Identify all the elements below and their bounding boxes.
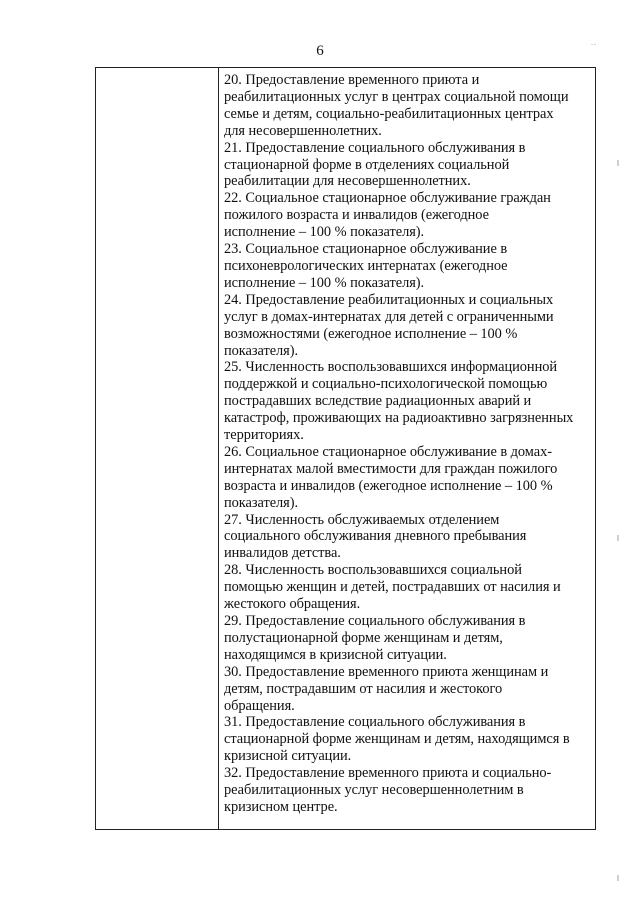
list-item-line: 26. Социальное стационарное обслуживание в домах- (224, 443, 552, 460)
list-item-line: 31. Предоставление социального обслуживания в (224, 714, 526, 731)
list-item-line: инвалидов детства. (224, 545, 341, 562)
list-item-line: 22. Социальное стационарное обслуживание граждан (224, 190, 551, 207)
list-item (224, 241, 592, 292)
list-item-line: кризисной ситуации. (224, 748, 352, 765)
list-item-line: социального обслуживания дневного пребывания (224, 528, 527, 545)
list-item-line: реабилитационных услуг в центрах социальной помощи (224, 88, 569, 105)
list-item-line: стационарной форме в отделениях социальной (224, 156, 510, 173)
scan-mark: .. (591, 38, 597, 47)
list-item-line: территориях. (224, 427, 304, 444)
list-item-line: возраста и инвалидов (ежегодное исполнение – 100 % (224, 477, 553, 494)
list-item-line: для несовершеннолетних. (224, 122, 382, 139)
list-item (224, 444, 592, 512)
list-item (224, 765, 592, 816)
scan-edge-mark (617, 160, 619, 166)
list-item-line: катастроф, проживающих на радиоактивно загрязненных (224, 410, 574, 427)
page-number: 6 (316, 43, 324, 59)
table-cell-left (96, 68, 219, 830)
list-item (224, 359, 592, 444)
list-item-line: помощью женщин и детей, пострадавших от насилия и (224, 579, 561, 596)
list-item (224, 72, 592, 140)
list-item (224, 613, 592, 664)
list-item (224, 190, 592, 241)
list-item-line: стационарной форме женщинам и детям, находящимся в (224, 731, 570, 748)
list-item (224, 714, 592, 765)
list-item (224, 664, 592, 715)
list-item-line: жестокого обращения. (224, 596, 361, 613)
list-item (224, 292, 592, 360)
scan-edge-mark (617, 535, 619, 541)
list-item-line: возможностями (ежегодное исполнение – 100 % (224, 325, 518, 342)
list-item-line: обращения. (224, 697, 295, 714)
list-item-line: 23. Социальное стационарное обслуживание в (224, 241, 508, 258)
list-item-line: пострадавших вследствие радиационных аварий и (224, 393, 532, 410)
indicator-list (219, 68, 595, 816)
list-item-line: поддержкой и социально-психологической помощью (224, 376, 548, 393)
table-row (96, 68, 596, 830)
list-item-line: кризисном центре. (224, 798, 338, 815)
list-item-line: услуг в домах-интернатах для детей с ограниченными (224, 308, 554, 325)
list-item-line: 25. Численность воспользовавшихся информационной (224, 359, 558, 376)
list-item-line: психоневрологических интернатах (ежегодное (224, 257, 508, 274)
list-item-line: 27. Численность обслуживаемых отделением (224, 511, 500, 528)
list-item-line: детям, пострадавшим от насилия и жестокого (224, 680, 503, 697)
list-item-line: 20. Предоставление временного приюта и (224, 72, 480, 88)
list-item-line: показателя). (224, 494, 299, 511)
list-item-line: интернатах малой вместимости для граждан пожилого (224, 460, 558, 477)
scan-edge-mark (617, 875, 619, 881)
list-item (224, 562, 592, 613)
list-item-line: исполнение – 100 % показателя). (224, 224, 425, 241)
list-item-line: реабилитации для несовершеннолетних. (224, 173, 471, 190)
list-item-line: 32. Предоставление временного приюта и социально- (224, 765, 552, 782)
list-item-line: 24. Предоставление реабилитационных и социальных (224, 291, 554, 308)
list-item-line: семье и детям, социально-реабилитационных центрах (224, 105, 554, 122)
list-item-line: полустационарной форме женщинам и детям, (224, 629, 503, 646)
list-item-line: реабилитационных услуг несовершеннолетним в (224, 782, 524, 799)
list-item-line: пожилого возраста и инвалидов (ежегодное (224, 207, 489, 224)
list-item-line: исполнение – 100 % показателя). (224, 274, 425, 291)
list-item-line: 30. Предоставление временного приюта женщинам и (224, 663, 549, 680)
list-item-line: 29. Предоставление социального обслуживания в (224, 613, 526, 629)
list-item (224, 140, 592, 191)
document-table (95, 67, 596, 830)
list-item-line: находящимся в кризисной ситуации. (224, 646, 447, 663)
list-item-line: 21. Предоставление социального обслуживания в (224, 139, 526, 156)
table-cell-right (219, 68, 596, 830)
list-item (224, 512, 592, 563)
list-item-line: 28. Численность воспользовавшихся социальной (224, 562, 522, 579)
list-item-line: показателя). (224, 342, 299, 359)
